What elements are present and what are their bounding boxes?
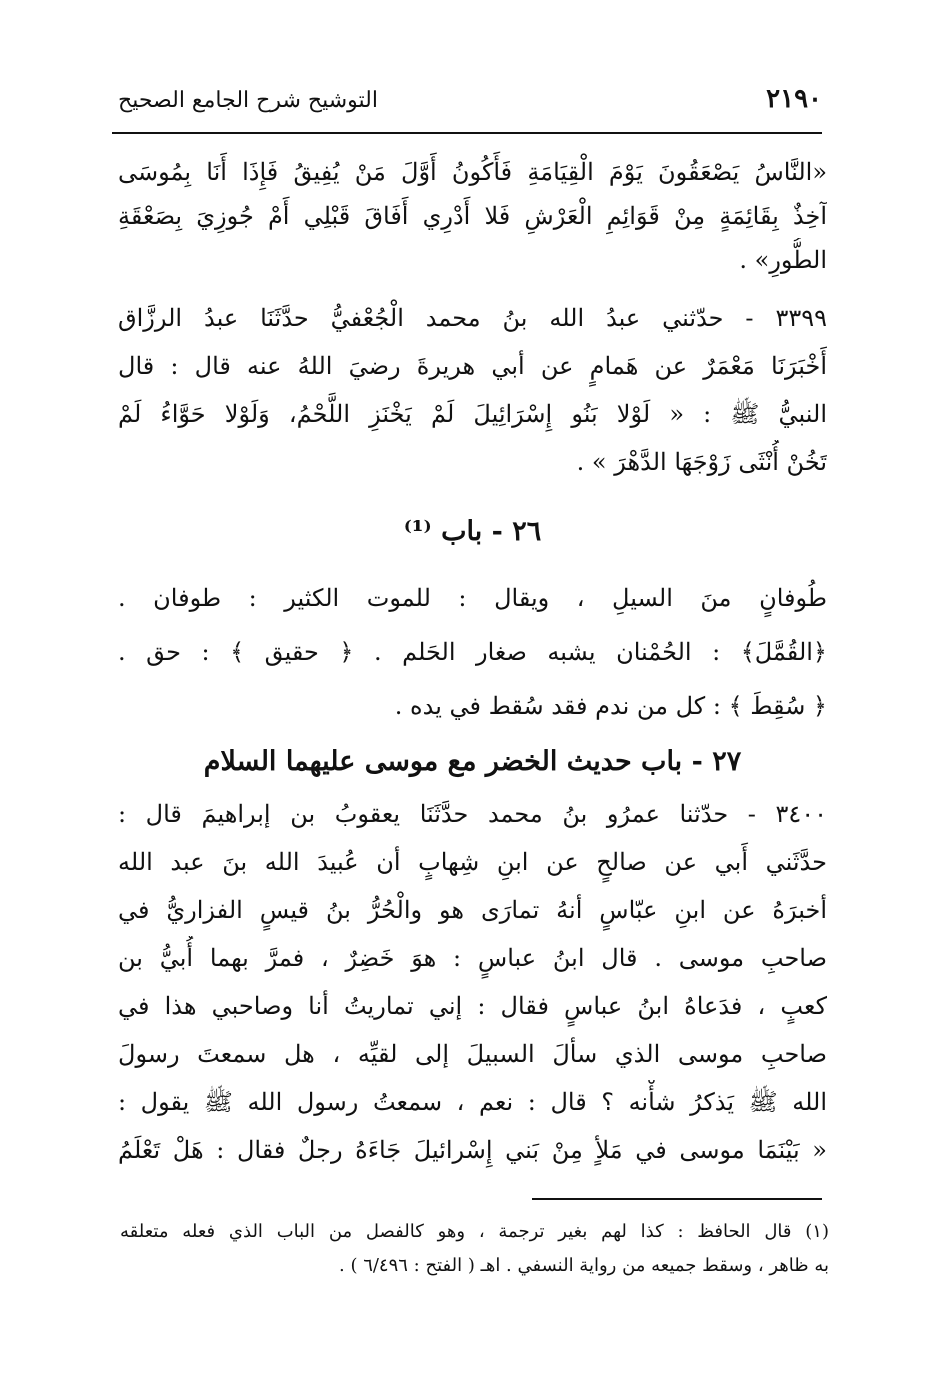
text-line: أخبرَهُ عن ابنِ عبّاسٍ أنهُ تمارَى هو والْحُرُّ بنُ قيسٍ الفزاريُّ في <box>118 896 827 924</box>
text-line: النبيُّ ﷺ : « لَوْلا بَنُو إِسْرَائِيلَ لَمْ يَخْنَزِ اللَّحْمُ، وَلَوْلا حَوَّاءُ لَمْ <box>118 400 827 428</box>
text-line: حدَّثَني أَبي عن صالحٍ عن ابنِ شِهابٍ أن عُبيدَ الله بنَ عبد الله <box>118 848 827 876</box>
text-line: أَخْبَرَنَا مَعْمَرٌ عن هَمامٍ عن أبي هريرةَ رضيَ اللهُ عنه قال : قال <box>118 352 827 380</box>
hadith-3400-line: ٣٤٠٠ - حدّثنا عمرُو بنُ محمد حدَّثَنَا يعقوبُ بن إبراهيمَ قال : <box>118 800 827 828</box>
text-line: الله ﷺ يَذكرُ شأْنه ؟ قال : نعم ، سمعتُ رسول الله ﷺ يقول : <box>118 1088 827 1116</box>
text-line: صاحبِ موسى الذي سألَ السبيلَ إلى لقيِّه ، هل سمعتَ رسولَ <box>118 1040 827 1068</box>
text-line: تَخُنْ أُنْثَى زَوْجَهَا الدَّهْرَ » . <box>576 448 827 476</box>
chapter-heading-26: ٢٦ - باب ⁽¹⁾ <box>403 516 542 547</box>
text-line: طُوفانٍ منَ السيلِ ، ويقال : للموت الكثير : طوفان . <box>118 584 827 612</box>
header-divider <box>112 132 822 134</box>
text-line: صاحبِ موسى . قال ابنُ عباسٍ : هوَ خَضِرٌ ، فمرَّ بهما أُبيُّ بن <box>118 944 827 972</box>
text-line: « بَيْنَمَا موسى في مَلأٍ مِنْ بَني إِسْرائيلَ جَاءَهُ رجلٌ فقال : هَلْ تَعْلَمُ <box>118 1136 827 1164</box>
text-line: الطُّورِ» . <box>739 246 827 274</box>
page-header <box>112 84 822 128</box>
text-line: كعبٍ ، فدَعاهُ ابنُ عباسٍ فقال : إني تماريتُ أنا وصاحبي هذا في <box>118 992 827 1020</box>
running-title: التوشيح شرح الجامع الصحيح <box>118 88 378 113</box>
footnote-line: (١) قال الحافظ : كذا لهم بغير ترجمة ، وهو كالفصل من الباب الذي فعله متعلقه <box>120 1221 829 1242</box>
text-line: ﴿القُمَّلَ﴾ : الحُمْنان يشبه صغار الحَلم . ﴿ حقيق ﴾ : حق . <box>118 638 827 666</box>
footnote-line: به ظاهر ، وسقط جميعه من رواية النسفي . اهـ ( الفتح : ٦/٤٩٦ ) . <box>339 1255 829 1276</box>
chapter-heading-27: ٢٧ - باب حديث الخضر مع موسى عليهما السلام <box>203 746 742 777</box>
hadith-3399-line: ٣٣٩٩ - حدّثني عبدُ الله بنُ محمد الْجُعْفيُّ حدَّثَنَا عبدُ الرزَّاق <box>118 304 827 332</box>
page-number: ٢١٩٠ <box>766 84 822 114</box>
text-line: آخِذٌ بِقَائِمَةٍ مِنْ قَوَائِمِ الْعَرْشِ فَلا أَدْرِي أَفَاقَ قَبْلِي أَمْ جُوزِيَ بِصَعْقَةِ <box>118 202 827 230</box>
text-line: ﴿ سُقِطَ ﴾ : كل من ندم فقد سُقط في يده . <box>394 692 827 720</box>
text-line: «النَّاسُ يَصْعَقُونَ يَوْمَ الْقِيَامَةِ فَأَكُونُ أَوَّلَ مَنْ يُفِيقُ فَإِذَا أَنَا بِمُوسَى <box>118 158 827 186</box>
footnote-divider <box>532 1198 822 1200</box>
